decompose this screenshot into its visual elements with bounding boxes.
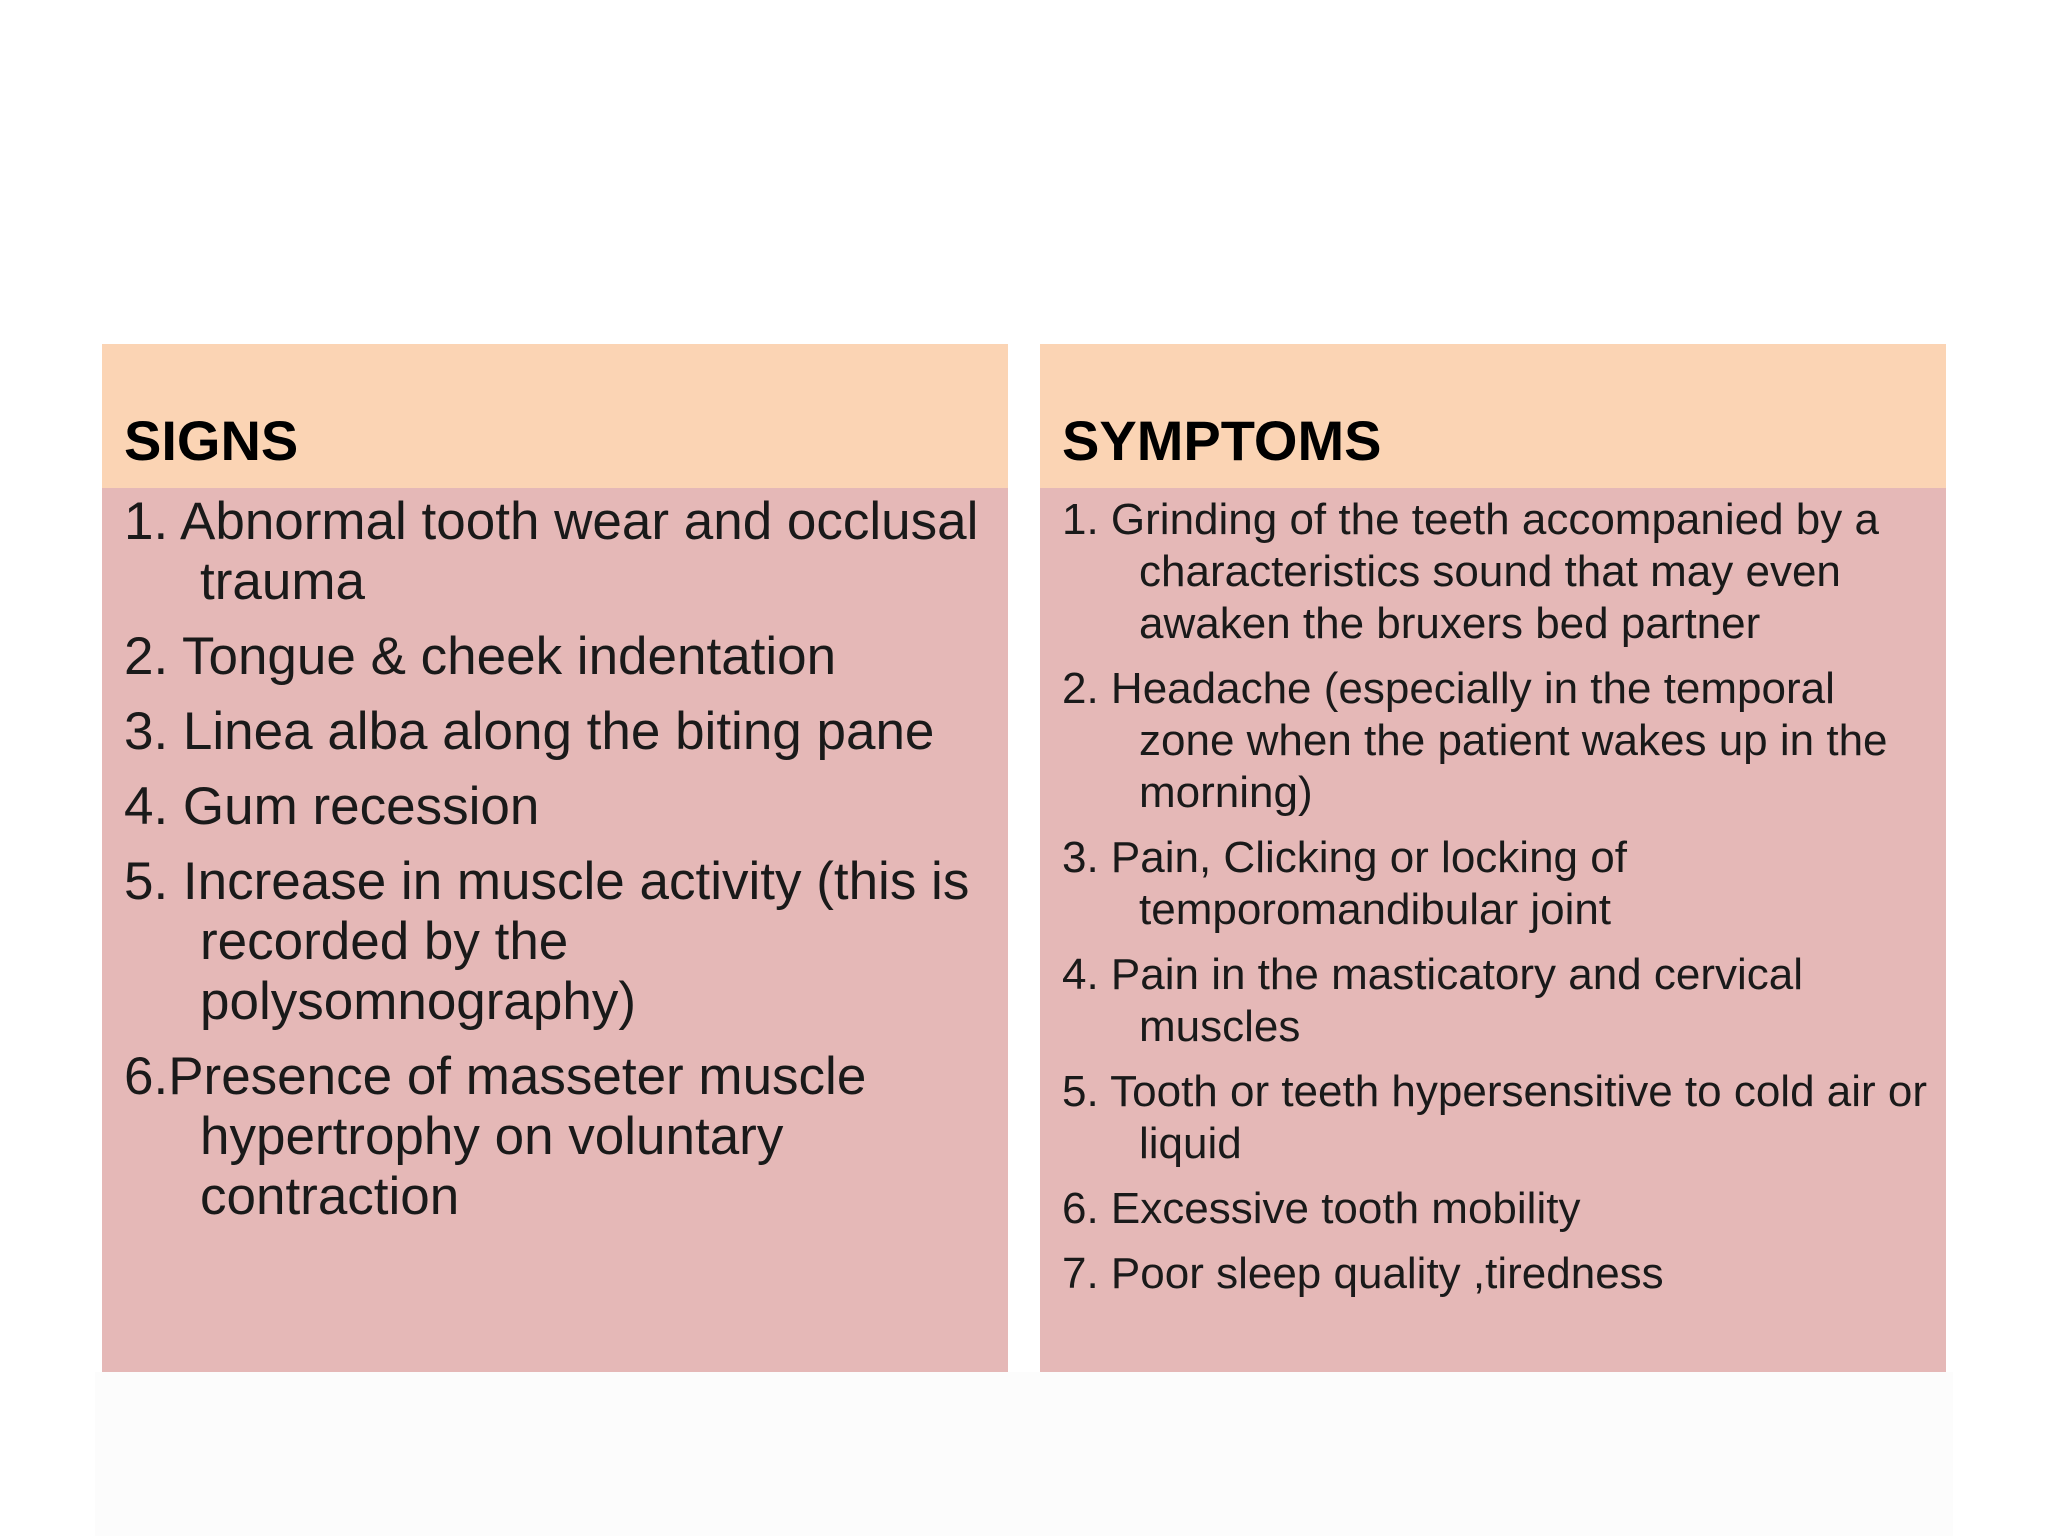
signs-title: SIGNS (124, 409, 299, 473)
footer-band (95, 1372, 1953, 1536)
symptoms-item: 4. Pain in the masticatory and cervical muscles (1062, 950, 1804, 1051)
signs-item: 3. Linea alba along the biting pane (124, 702, 935, 761)
symptoms-header (1040, 344, 1946, 488)
signs-item: 5. Increase in muscle activity (this is recorded by the polysomnography) (124, 852, 970, 1031)
signs-list (102, 488, 1008, 1227)
signs-header (102, 344, 1008, 488)
symptoms-list (1040, 488, 1946, 1300)
signs-panel (102, 344, 1008, 1372)
symptoms-item: 2. Headache (especially in the temporal zone when the patient wakes up in the morning) (1062, 664, 1888, 817)
signs-item: 2. Tongue & cheek indentation (124, 627, 837, 686)
signs-item: 6.Presence of masseter muscle hypertrophy on voluntary contraction (124, 1047, 867, 1226)
signs-item: 1. Abnormal tooth wear and occlusal trauma (124, 492, 979, 611)
symptoms-item: 3. Pain, Clicking or locking of temporomandibular joint (1062, 833, 1627, 934)
signs-item: 4. Gum recession (124, 777, 540, 836)
symptoms-panel (1040, 344, 1946, 1372)
symptoms-item: 7. Poor sleep quality ,tiredness (1062, 1249, 1664, 1298)
symptoms-item: 1. Grinding of the teeth accompanied by a characteristics sound that may even awaken the bruxers bed partner (1062, 495, 1879, 648)
symptoms-item: 6. Excessive tooth mobility (1062, 1184, 1581, 1233)
symptoms-title: SYMPTOMS (1062, 409, 1382, 473)
symptoms-item: 5. Tooth or teeth hypersensitive to cold air or liquid (1062, 1067, 1928, 1168)
